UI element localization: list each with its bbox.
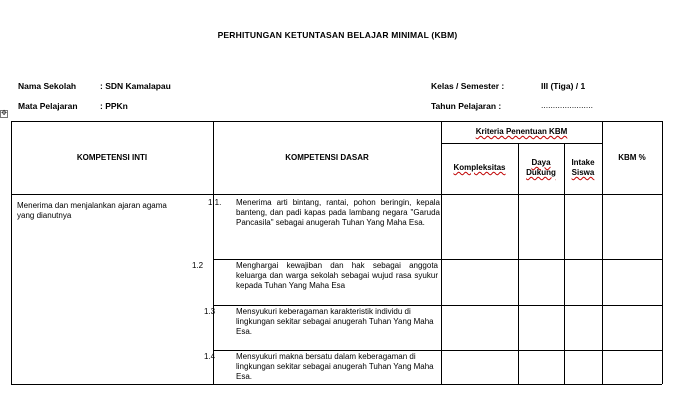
kd-item: 1.4 Mensyukuri makna bersatu dalam keberagaman di lingkungan sekitar sebagai anugerah Tuhan Yang Maha Esa. (204, 352, 434, 381)
column-header-kriteria: Kriteria Penentuan KBM (475, 127, 568, 136)
school-label: Nama Sekolah (18, 81, 77, 91)
class-semester-value: III (Tiga) / 1 (541, 81, 586, 91)
subheader-daya-dukung: Daya Dukung (526, 158, 556, 177)
document-title: PERHITUNGAN KETUNTASAN BELAJAR MINIMAL (KBM) (217, 30, 458, 40)
column-header-kompetensi-dasar: KOMPETENSI DASAR (285, 153, 369, 162)
kd-item: 1.1. Menerima arti bintang, rantai, pohon beringin, kepala banteng, dan padi kapas pada lambang negara "Garuda Pancasila" sebagai anugerah Tuhan Yang Maha Esa. (208, 198, 440, 227)
column-header-kbm: KBM % (618, 153, 646, 162)
column-header-kompetensi-inti: KOMPETENSI INTI (76, 153, 148, 162)
kd-item: 1.3 Mensyukuri keberagaman karakteristik individu di lingkungan sekitar sebagai anugerah Tuhan Yang Maha Esa. (204, 307, 434, 336)
subheader-intake-siswa: Intake Siswa (571, 158, 595, 177)
table-move-handle-icon[interactable]: ✥ (1, 110, 7, 117)
subject-label: Mata Pelajaran (18, 101, 78, 111)
school-year-value: ...................... (541, 100, 593, 110)
subheader-kompleksitas: Kompleksitas (453, 163, 506, 172)
school-year-label: Tahun Pelajaran : (431, 101, 502, 111)
school-value: : SDN Kamalapau (100, 81, 171, 91)
subject-value: : PPKn (100, 101, 128, 111)
class-semester-label: Kelas / Semester : (431, 81, 505, 91)
kd-item: 1.2 Menghargai kewajiban dan hak sebagai anggota keluarga dan warga sekolah sebagai wujud rasa syukur kepada Tuhan Yang Maha Esa (192, 261, 438, 290)
kompetensi-inti-text: Menerima dan menjalankan ajaran agama yang dianutnya (17, 201, 167, 220)
